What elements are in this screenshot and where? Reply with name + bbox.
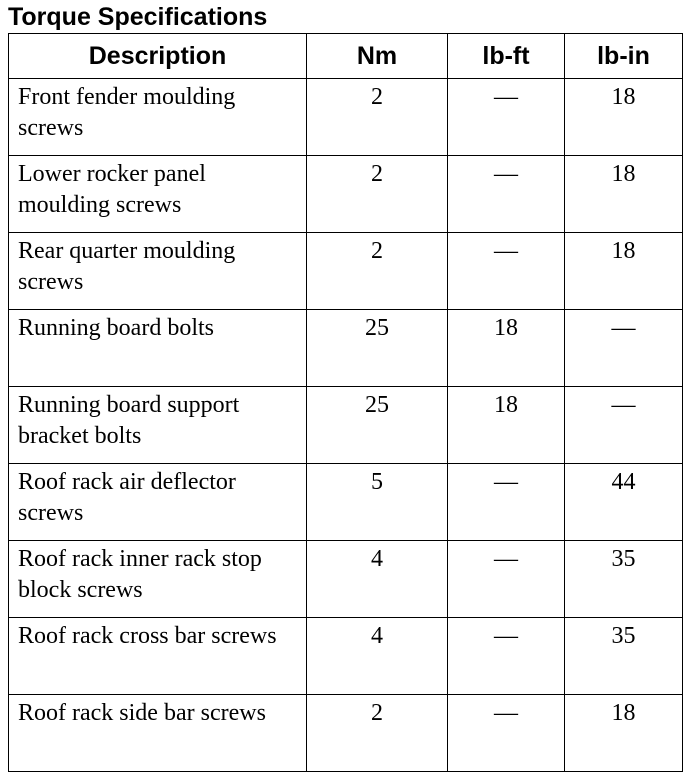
cell-description: Lower rocker panel moulding screws bbox=[9, 156, 307, 233]
cell-nm: 4 bbox=[307, 618, 448, 695]
header-lb-in: lb-in bbox=[565, 34, 683, 79]
cell-lb-in: 18 bbox=[565, 233, 683, 310]
table-row bbox=[9, 79, 683, 156]
cell-description: Roof rack inner rack stop block screws bbox=[9, 541, 307, 618]
cell-description: Roof rack air deflector screws bbox=[9, 464, 307, 541]
cell-nm: 2 bbox=[307, 695, 448, 772]
cell-lb-ft: — bbox=[448, 695, 565, 772]
cell-nm: 4 bbox=[307, 541, 448, 618]
cell-lb-in: 18 bbox=[565, 156, 683, 233]
table-row bbox=[9, 310, 683, 387]
table-row bbox=[9, 464, 683, 541]
header-lb-ft: lb-ft bbox=[448, 34, 565, 79]
cell-nm: 25 bbox=[307, 387, 448, 464]
cell-nm: 2 bbox=[307, 156, 448, 233]
cell-lb-ft: — bbox=[448, 233, 565, 310]
cell-description: Roof rack side bar screws bbox=[9, 695, 307, 772]
cell-lb-ft: — bbox=[448, 541, 565, 618]
header-row bbox=[9, 34, 683, 79]
cell-lb-in: — bbox=[565, 387, 683, 464]
cell-nm: 5 bbox=[307, 464, 448, 541]
header-description: Description bbox=[9, 34, 307, 79]
cell-lb-in: 35 bbox=[565, 541, 683, 618]
table-row bbox=[9, 541, 683, 618]
table-row bbox=[9, 618, 683, 695]
cell-lb-ft: — bbox=[448, 618, 565, 695]
cell-lb-in: 44 bbox=[565, 464, 683, 541]
table-row bbox=[9, 233, 683, 310]
table-row bbox=[9, 695, 683, 772]
cell-lb-in: 18 bbox=[565, 79, 683, 156]
cell-lb-ft: — bbox=[448, 156, 565, 233]
cell-description: Rear quarter moulding screws bbox=[9, 233, 307, 310]
table-row bbox=[9, 156, 683, 233]
cell-nm: 25 bbox=[307, 310, 448, 387]
cell-nm: 2 bbox=[307, 233, 448, 310]
cell-description: Running board support bracket bolts bbox=[9, 387, 307, 464]
cell-lb-ft: 18 bbox=[448, 387, 565, 464]
table-header bbox=[9, 34, 683, 79]
table-body bbox=[9, 79, 683, 772]
cell-lb-ft: — bbox=[448, 79, 565, 156]
cell-lb-ft: — bbox=[448, 464, 565, 541]
torque-spec-table bbox=[8, 33, 683, 772]
page-title: Torque Specifications bbox=[8, 3, 268, 31]
cell-description: Roof rack cross bar screws bbox=[9, 618, 307, 695]
cell-nm: 2 bbox=[307, 79, 448, 156]
cell-lb-in: 18 bbox=[565, 695, 683, 772]
cell-description: Running board bolts bbox=[9, 310, 307, 387]
cell-lb-in: 35 bbox=[565, 618, 683, 695]
cell-lb-in: — bbox=[565, 310, 683, 387]
table-row bbox=[9, 387, 683, 464]
cell-description: Front fender moulding screws bbox=[9, 79, 307, 156]
cell-lb-ft: 18 bbox=[448, 310, 565, 387]
header-nm: Nm bbox=[307, 34, 448, 79]
